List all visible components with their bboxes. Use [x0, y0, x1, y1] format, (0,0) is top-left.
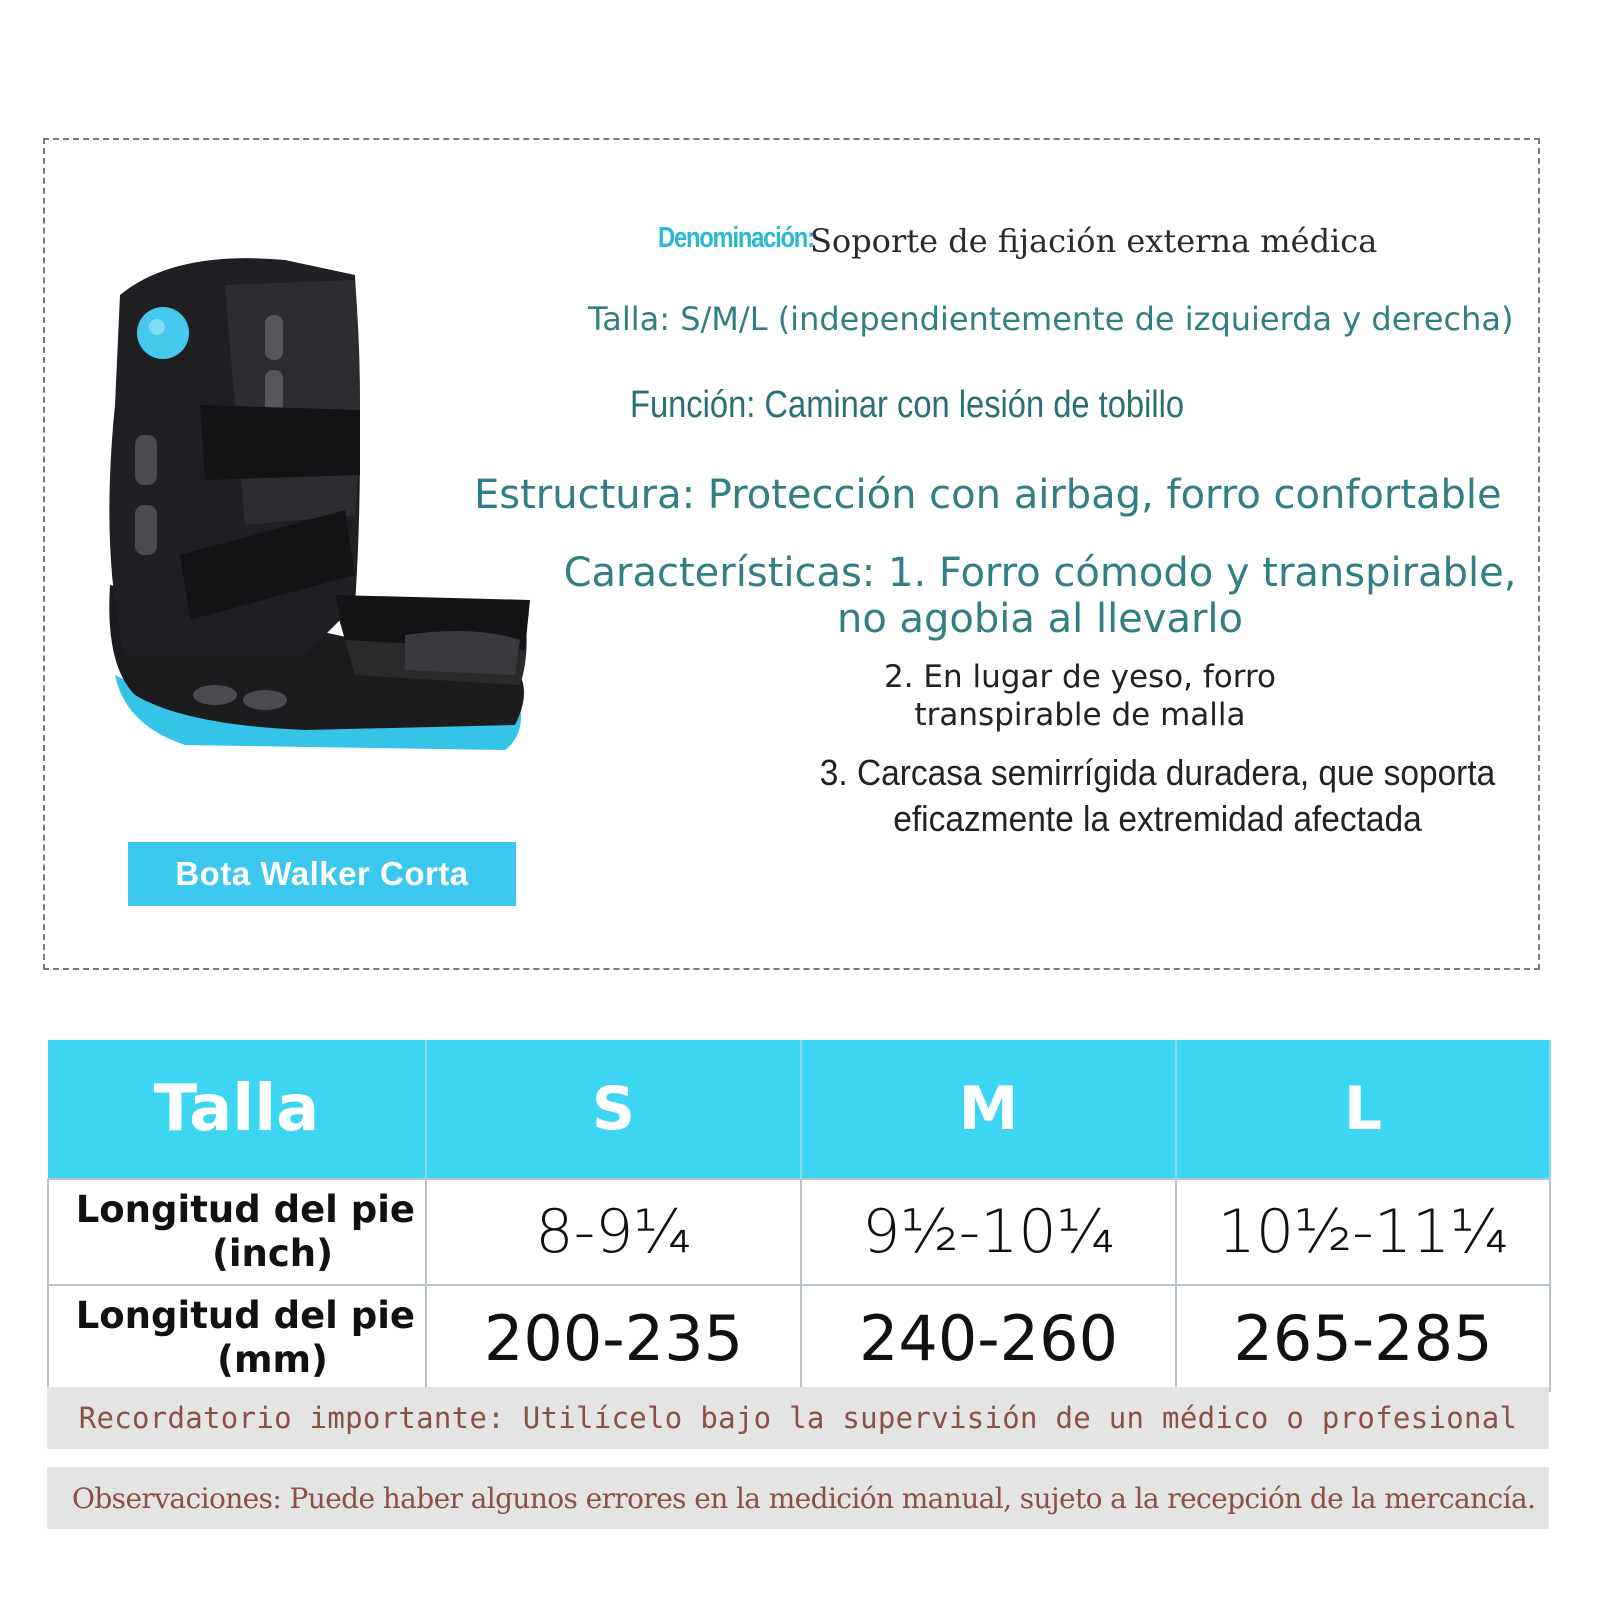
product-name-line	[658, 222, 1378, 260]
product-name-label: Denominación:	[658, 222, 814, 254]
cell-mm-l: 265-285	[1176, 1285, 1550, 1391]
product-caption: Bota Walker Corta	[128, 842, 516, 906]
table-header-row	[48, 1040, 1550, 1179]
header-l: L	[1176, 1040, 1550, 1179]
cell-mm-s: 200-235	[426, 1285, 801, 1391]
size-chart-table	[47, 1040, 1551, 1392]
features-line-3: 3. Carcasa semirrígida duradera, que soporta eficazmente la extremidad afectada	[819, 752, 1496, 839]
observations-note: Observaciones: Puede haber algunos errores en la medición manual, sujeto a la recepción de la mercancía.	[47, 1467, 1549, 1529]
header-m: M	[801, 1040, 1176, 1179]
cell-inch-m: 9½-10¼	[801, 1179, 1176, 1285]
size-line: Talla: S/M/L (independientemente de izquierda y derecha)	[588, 300, 1514, 338]
cell-inch-l: 10½-11¼	[1176, 1179, 1550, 1285]
function-line: Función: Caminar con lesión de tobillo	[630, 384, 1185, 426]
reminder-note: Recordatorio importante: Utilícelo bajo la supervisión de un médico o profesional	[47, 1387, 1549, 1449]
header-s: S	[426, 1040, 801, 1179]
table-row	[48, 1179, 1550, 1285]
header-size: Talla	[48, 1040, 426, 1179]
row-label-inch: Longitud del pie (inch)	[48, 1179, 426, 1285]
features-line-1: Características: 1. Forro cómodo y transpirable, no agobia al llevarlo	[563, 550, 1517, 642]
features-line-2: 2. En lugar de yeso, forro transpirable de malla	[883, 659, 1276, 733]
table-row	[48, 1285, 1550, 1391]
structure-line: Estructura: Protección con airbag, forro confortable	[474, 472, 1502, 518]
cell-inch-s: 8-9¼	[426, 1179, 801, 1285]
row-label-mm: Longitud del pie (mm)	[48, 1285, 426, 1391]
product-name-value: Soporte de fijación externa médica	[810, 222, 1378, 260]
cell-mm-m: 240-260	[801, 1285, 1176, 1391]
